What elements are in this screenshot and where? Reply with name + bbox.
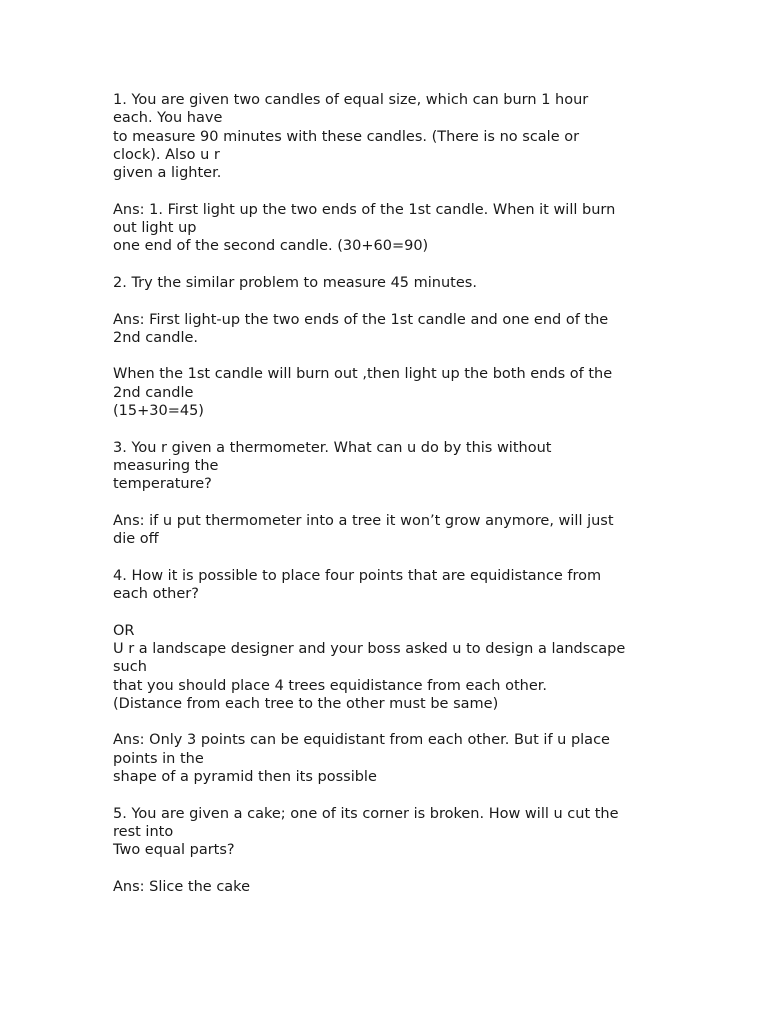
text-line: Ans: 1. First light up the two ends of the 1st candle. When it will burn <box>113 201 616 218</box>
text-line: die off <box>113 531 159 548</box>
text-line: rest into <box>113 823 174 840</box>
text-line: each other? <box>113 586 199 603</box>
text-line: that you should place 4 trees equidistance from each other. <box>113 677 547 694</box>
text-line: each. You have <box>113 110 223 127</box>
text-line: U r a landscape designer and your boss asked u to design a landscape <box>113 640 626 657</box>
text-line: to measure 90 minutes with these candles. (There is no scale or <box>113 128 580 145</box>
answer-5 <box>113 878 658 896</box>
answer-1 <box>113 201 658 256</box>
text-line: OR <box>113 622 135 639</box>
text-line: 3. You r given a thermometer. What can u do by this without <box>113 439 552 456</box>
answer-2 <box>113 311 658 348</box>
question-1 <box>113 91 658 182</box>
answer-3 <box>113 512 658 549</box>
question-3 <box>113 439 658 494</box>
text-line: out light up <box>113 220 197 237</box>
text-line: Ans: Slice the cake <box>113 878 250 895</box>
text-line: given a lighter. <box>113 165 222 182</box>
text-line: points in the <box>113 750 204 767</box>
text-line: Ans: if u put thermometer into a tree it won’t grow anymore, will just <box>113 512 614 529</box>
text-line: 2nd candle <box>113 384 194 401</box>
text-line: one end of the second candle. (30+60=90) <box>113 238 429 255</box>
answer-2-continued <box>113 365 658 420</box>
text-line: clock). Also u r <box>113 146 220 163</box>
text-line: 2nd candle. <box>113 329 199 346</box>
question-2 <box>113 274 658 292</box>
text-line: 5. You are given a cake; one of its corner is broken. How will u cut the <box>113 805 619 822</box>
question-5 <box>113 805 658 860</box>
text-line: When the 1st candle will burn out ,then light up the both ends of the <box>113 366 613 383</box>
question-4-alternate <box>113 622 658 713</box>
text-line: (15+30=45) <box>113 403 204 420</box>
text-line: Ans: Only 3 points can be equidistant from each other. But if u place <box>113 732 610 749</box>
text-line: Two equal parts? <box>113 842 235 859</box>
text-line: 2. Try the similar problem to measure 45 minutes. <box>113 274 477 291</box>
document-page <box>113 91 658 914</box>
text-line: Ans: First light-up the two ends of the 1st candle and one end of the <box>113 311 609 328</box>
text-line: shape of a pyramid then its possible <box>113 768 377 785</box>
text-line: measuring the <box>113 457 219 474</box>
text-line: 4. How it is possible to place four points that are equidistance from <box>113 567 602 584</box>
text-line: temperature? <box>113 476 212 493</box>
text-line: (Distance from each tree to the other must be same) <box>113 695 499 712</box>
text-line: such <box>113 659 147 676</box>
question-4 <box>113 567 658 604</box>
answer-4 <box>113 731 658 786</box>
text-line: 1. You are given two candles of equal size, which can burn 1 hour <box>113 92 589 108</box>
